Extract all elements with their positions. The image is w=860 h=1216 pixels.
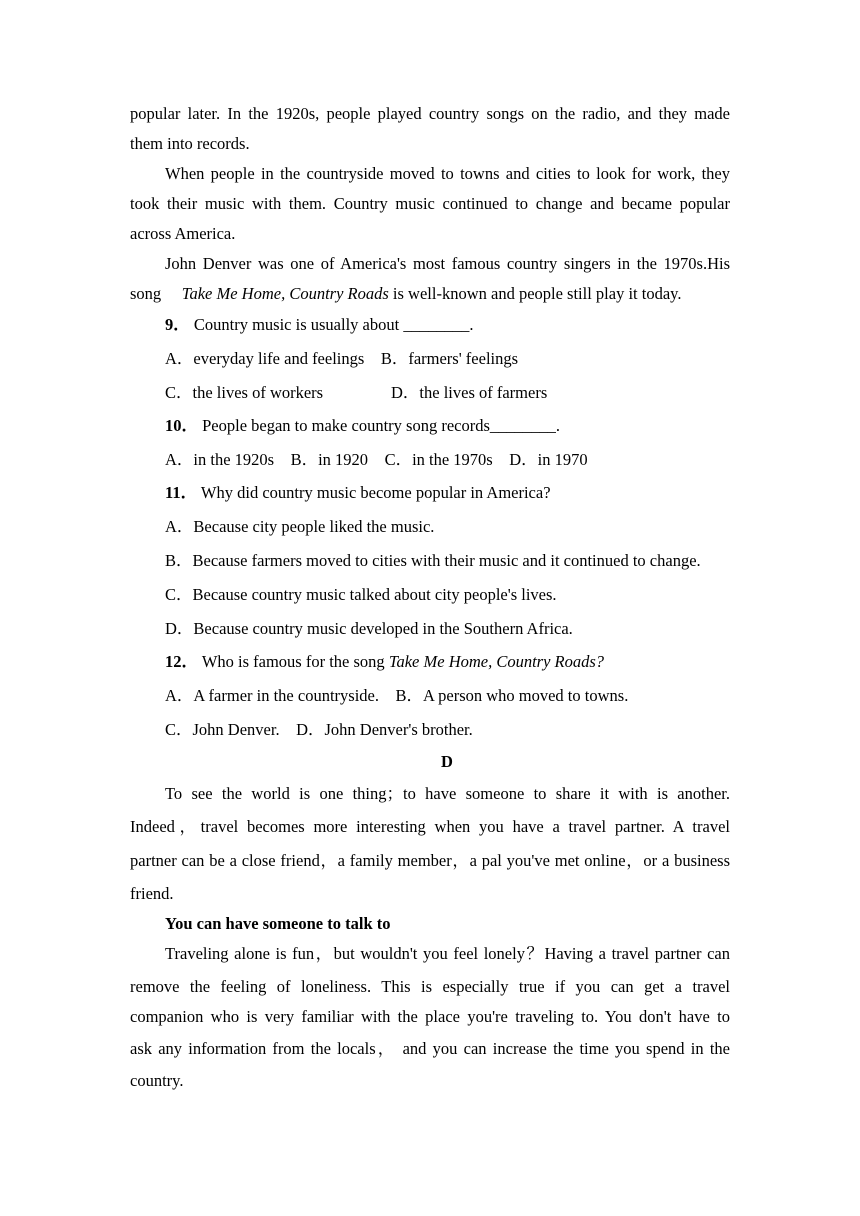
question-10 [165,416,730,436]
question-number: 11． [165,483,198,502]
question-stem: Country music is usually about ________. [193,315,474,334]
passage-c-line: them into records. [130,134,250,153]
option-c: C．the lives of workers [165,383,324,402]
passage-c-line: popular later. In the 1920s, people played country songs on the radio, and they made [130,104,730,123]
option-b: B．A person who moved to towns. [395,686,629,705]
question-stem: Why did country music become popular in America? [200,483,551,502]
question-9 [165,315,730,335]
passage-d-line: To see the world is one thing；to have someone to share it with is another. [165,784,730,803]
question-number: 9． [165,315,190,334]
subheading: You can have someone to talk to [165,914,391,933]
passage-d-line: friend. [130,884,174,903]
question-number: 12． [165,652,198,671]
passage-d-line: Traveling alone is fun，but wouldn't you feel lonely？Having a travel partner can [165,944,730,963]
option-a: A．in the 1920s [165,450,275,469]
question-stem: Who is famous for the song [201,652,385,671]
passage-d-line: companion who is very familiar with the place you're traveling to. You don't have to [130,1007,730,1026]
passage-d-line: ask any information from the locals， and you can increase the time you spend in the [130,1039,730,1058]
option-b: B．in 1920 [290,450,369,469]
option-c: C．John Denver. [165,720,280,739]
question-12 [165,652,730,672]
question-11 [165,483,730,503]
question-9-options-row [165,383,730,403]
question-10-options-row [165,450,730,470]
passage-d-line: Indeed，travel becomes more interesting when you have a travel partner. A travel [130,817,730,836]
passage-d-line: country. [130,1071,184,1090]
option-b: B．farmers' feelings [380,349,519,368]
passage-c-line: When people in the countryside moved to towns and cities to look for work, they [165,164,730,183]
passage-c-text: is well-known and people still play it today. [392,284,682,303]
question-12-options-row [165,686,730,706]
passage-c-line: took their music with them. Country music continued to change and became popular [130,194,730,213]
option-c: C．in the 1970s [384,450,493,469]
passage-c-text: song [130,284,162,303]
question-number: 10． [165,416,198,435]
option-a: A．Because city people liked the music. [165,517,435,536]
passage-c-line: John Denver was one of America's most famous country singers in the 1970s.His [165,254,730,273]
option-d: D．John Denver's brother. [296,720,473,739]
song-title: Take Me Home, Country Roads [181,284,389,303]
option-b: B．Because farmers moved to cities with their music and it continued to change. [165,551,701,570]
song-title: Take Me Home, Country Roads? [388,652,605,671]
option-d: D．in 1970 [509,450,588,469]
option-c: C．Because country music talked about city people's lives. [165,585,557,604]
option-a: A．A farmer in the countryside. [165,686,379,705]
question-12-options-row [165,720,730,740]
option-d: D．Because country music developed in the Southern Africa. [165,619,573,638]
passage-c-line: across America. [130,224,236,243]
question-stem: People began to make country song records________. [202,416,561,435]
passage-d-line: remove the feeling of loneliness. This is especially true if you can get a travel [130,977,730,996]
option-a: A．everyday life and feelings [165,349,365,368]
passage-d-line: partner can be a close friend，a family member，a pal you've met online，or a business [130,851,730,870]
question-9-options-row [165,349,730,369]
passage-c-line [130,284,730,304]
option-d: D．the lives of farmers [391,383,548,402]
section-heading: D [441,752,453,771]
